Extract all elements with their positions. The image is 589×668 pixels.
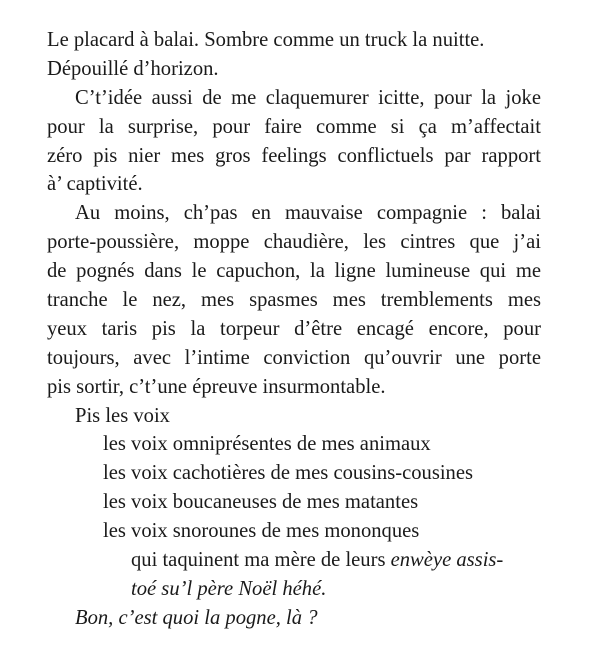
poem-line-italic: Bon, c’est quoi la pogne, là ? bbox=[75, 606, 318, 629]
text-line: pour la surprise, pour faire comme si ça m’affectait bbox=[47, 115, 541, 138]
text-line: Dépouillé d’horizon. bbox=[47, 57, 219, 80]
text-line: pis sortir, c’t’une épreuve insurmontable. bbox=[47, 375, 386, 398]
poem-line: les voix snorounes de mes mononques bbox=[103, 520, 420, 543]
text-line: tranche le nez, mes spasmes mes tremblements mes bbox=[47, 289, 541, 312]
text-line: Le placard à balai. Sombre comme un truck la nuitte. bbox=[47, 29, 485, 51]
poem-line: les voix cachotières de mes cousins-cousines bbox=[103, 462, 474, 485]
poem-line bbox=[47, 604, 541, 633]
text-line: de pognés dans le capuchon, la ligne lumineuse qui me bbox=[47, 260, 541, 283]
text-line: porte-poussière, moppe chaudière, les cintres que j’ai bbox=[47, 231, 541, 254]
poem-line-italic: toé su’l père Noël héhé. bbox=[131, 577, 327, 600]
text-line: zéro pis nier mes gros feelings conflictuels par rapport bbox=[47, 144, 541, 167]
text-line: yeux taris pis la torpeur d’être encagé encore, pour bbox=[47, 317, 541, 340]
poem-line: les voix omniprésentes de mes animaux bbox=[103, 433, 431, 456]
text-line: Au moins, ch’pas en mauvaise compagnie : balai bbox=[75, 202, 541, 225]
poem-line-plain: qui taquinent ma mère de leurs bbox=[131, 549, 391, 572]
text-line: à’ captivité. bbox=[47, 173, 143, 196]
poem-line bbox=[47, 575, 541, 604]
poem-line: Pis les voix bbox=[75, 404, 170, 427]
poem-line bbox=[47, 546, 541, 575]
text-line: C’t’idée aussi de me claquemurer icitte, pour la joke bbox=[75, 86, 541, 109]
poem-line: les voix boucaneuses de mes matantes bbox=[103, 491, 419, 514]
text-line: toujours, avec l’intime conviction qu’ouvrir une porte bbox=[47, 346, 541, 369]
poem-line-italic: enwèye assis- bbox=[390, 549, 504, 572]
book-page bbox=[47, 26, 541, 633]
